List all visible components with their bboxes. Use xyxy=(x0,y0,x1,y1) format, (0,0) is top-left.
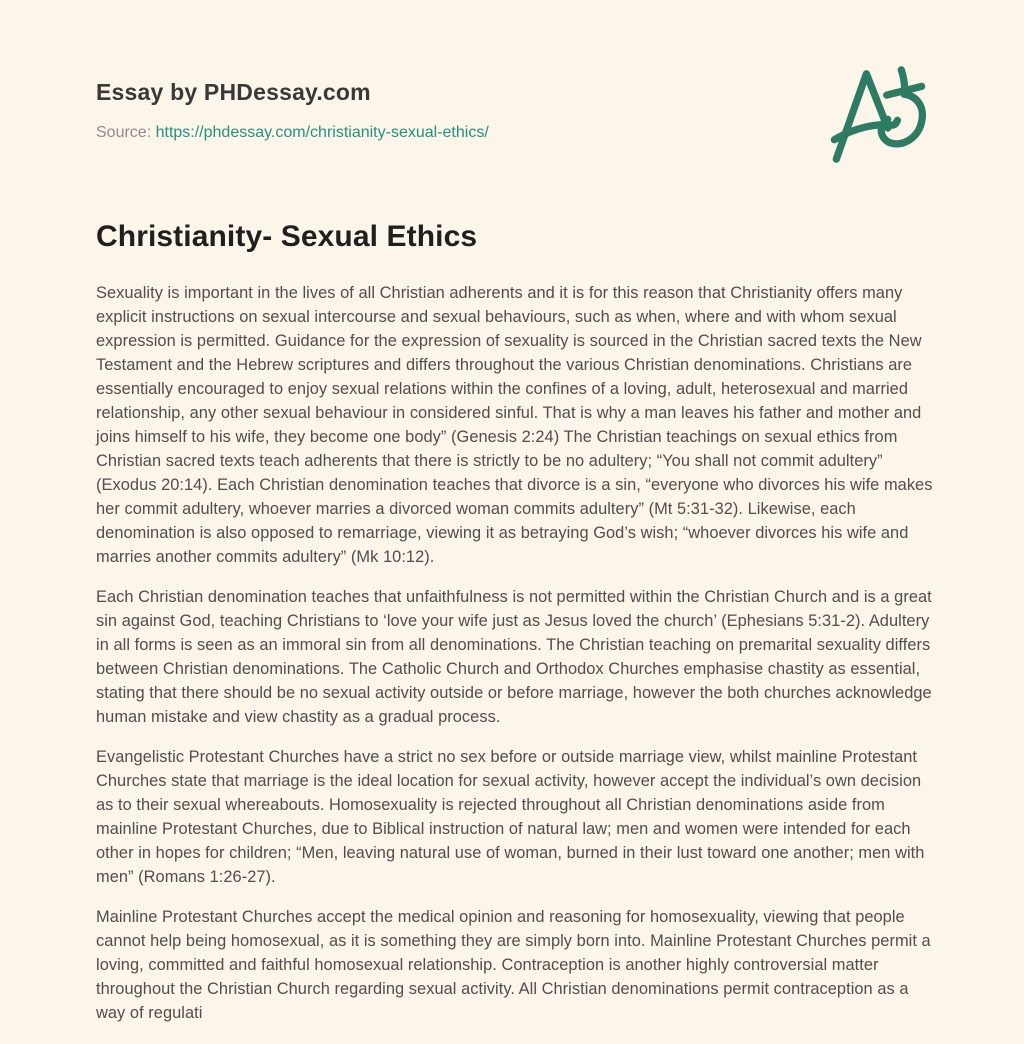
source-label: Source: xyxy=(96,124,152,141)
article-paragraph: Mainline Protestant Churches accept the medical opinion and reasoning for homosexuality, viewing that people cannot help being homosexual, as it is something they are simply born into. Mainline Protestant Churches permit a loving, committed and faithful homosexual relationship. Contraception is another highly controversial matter throughout the Christian Church regarding sexual activity. All Christian denominations permit contraception as a way of regulati xyxy=(96,908,931,1022)
source-line xyxy=(96,123,489,143)
a-plus-logo-icon xyxy=(826,66,932,163)
article-paragraph: Evangelistic Protestant Churches have a strict no sex before or outside marriage view, whilst mainline Protestant Churches state that marriage is the ideal location for sexual activity, however accept the individual’s own decision as to their sexual whereabouts. Homosexuality is rejected throughout all Christian denominations aside from mainline Protestant Churches, due to Biblical instruction of natural law; men and women were intended for each other in hopes for children; “Men, leaving natural use of woman, burned in their lust toward one another; men with men” (Romans 1:26-27). xyxy=(96,748,925,886)
article-paragraph: Sexuality is important in the lives of all Christian adherents and it is for this reason that Christianity offers many explicit instructions on sexual intercourse and sexual behaviours, such as when, where and with whom sexual expression is permitted. Guidance for the expression of sexuality is sourced in the Christian sacred texts the New Testament and the Hebrew scriptures and differs throughout the various Christian denominations. Christians are essentially encouraged to enjoy sexual relations within the confines of a loving, adult, heterosexual and married relationship, any other sexual behaviour in considered sinful. That is why a man leaves his father and mother and joins himself to his wife, they become one body” (Genesis 2:24) The Christian teachings on sexual ethics from Christian sacred texts teach adherents that there is strictly to be no adultery; “You shall not commit adultery” (Exodus 20:14). Each Christian denomination teaches that divorce is a sin, “everyone who divorces his wife makes her commit adultery, whoever marries a divorced woman commits adultery” (Mt 5:31-32). Likewise, each denomination is also opposed to remarriage, viewing it as betraying God’s wish; “whoever divorces his wife and marries another commits adultery” (Mk 10:12). xyxy=(96,284,933,566)
article-paragraph: Each Christian denomination teaches that unfaithfulness is not permitted within the Christian Church and is a great sin against God, teaching Christians to ‘love your wife just as Jesus loved the church’ (Ephesians 5:31-2). Adultery in all forms is seen as an immoral sin from all denominations. The Christian teaching on premarital sexuality differs between Christian denominations. The Catholic Church and Orthodox Churches emphasise chastity as essential, stating that there should be no sexual activity outside or before marriage, however the both churches acknowledge human mistake and view chastity as a gradual process. xyxy=(96,588,932,726)
site-title: Essay by PHDessay.com xyxy=(96,79,371,105)
article-title: Christianity- Sexual Ethics xyxy=(96,220,478,253)
header-text-block xyxy=(96,66,489,143)
page-header xyxy=(0,0,1024,163)
article-body xyxy=(96,281,938,1025)
phdessay-logo xyxy=(826,66,932,163)
source-link[interactable]: https://phdessay.com/christianity-sexual-ethics/ xyxy=(155,124,489,141)
